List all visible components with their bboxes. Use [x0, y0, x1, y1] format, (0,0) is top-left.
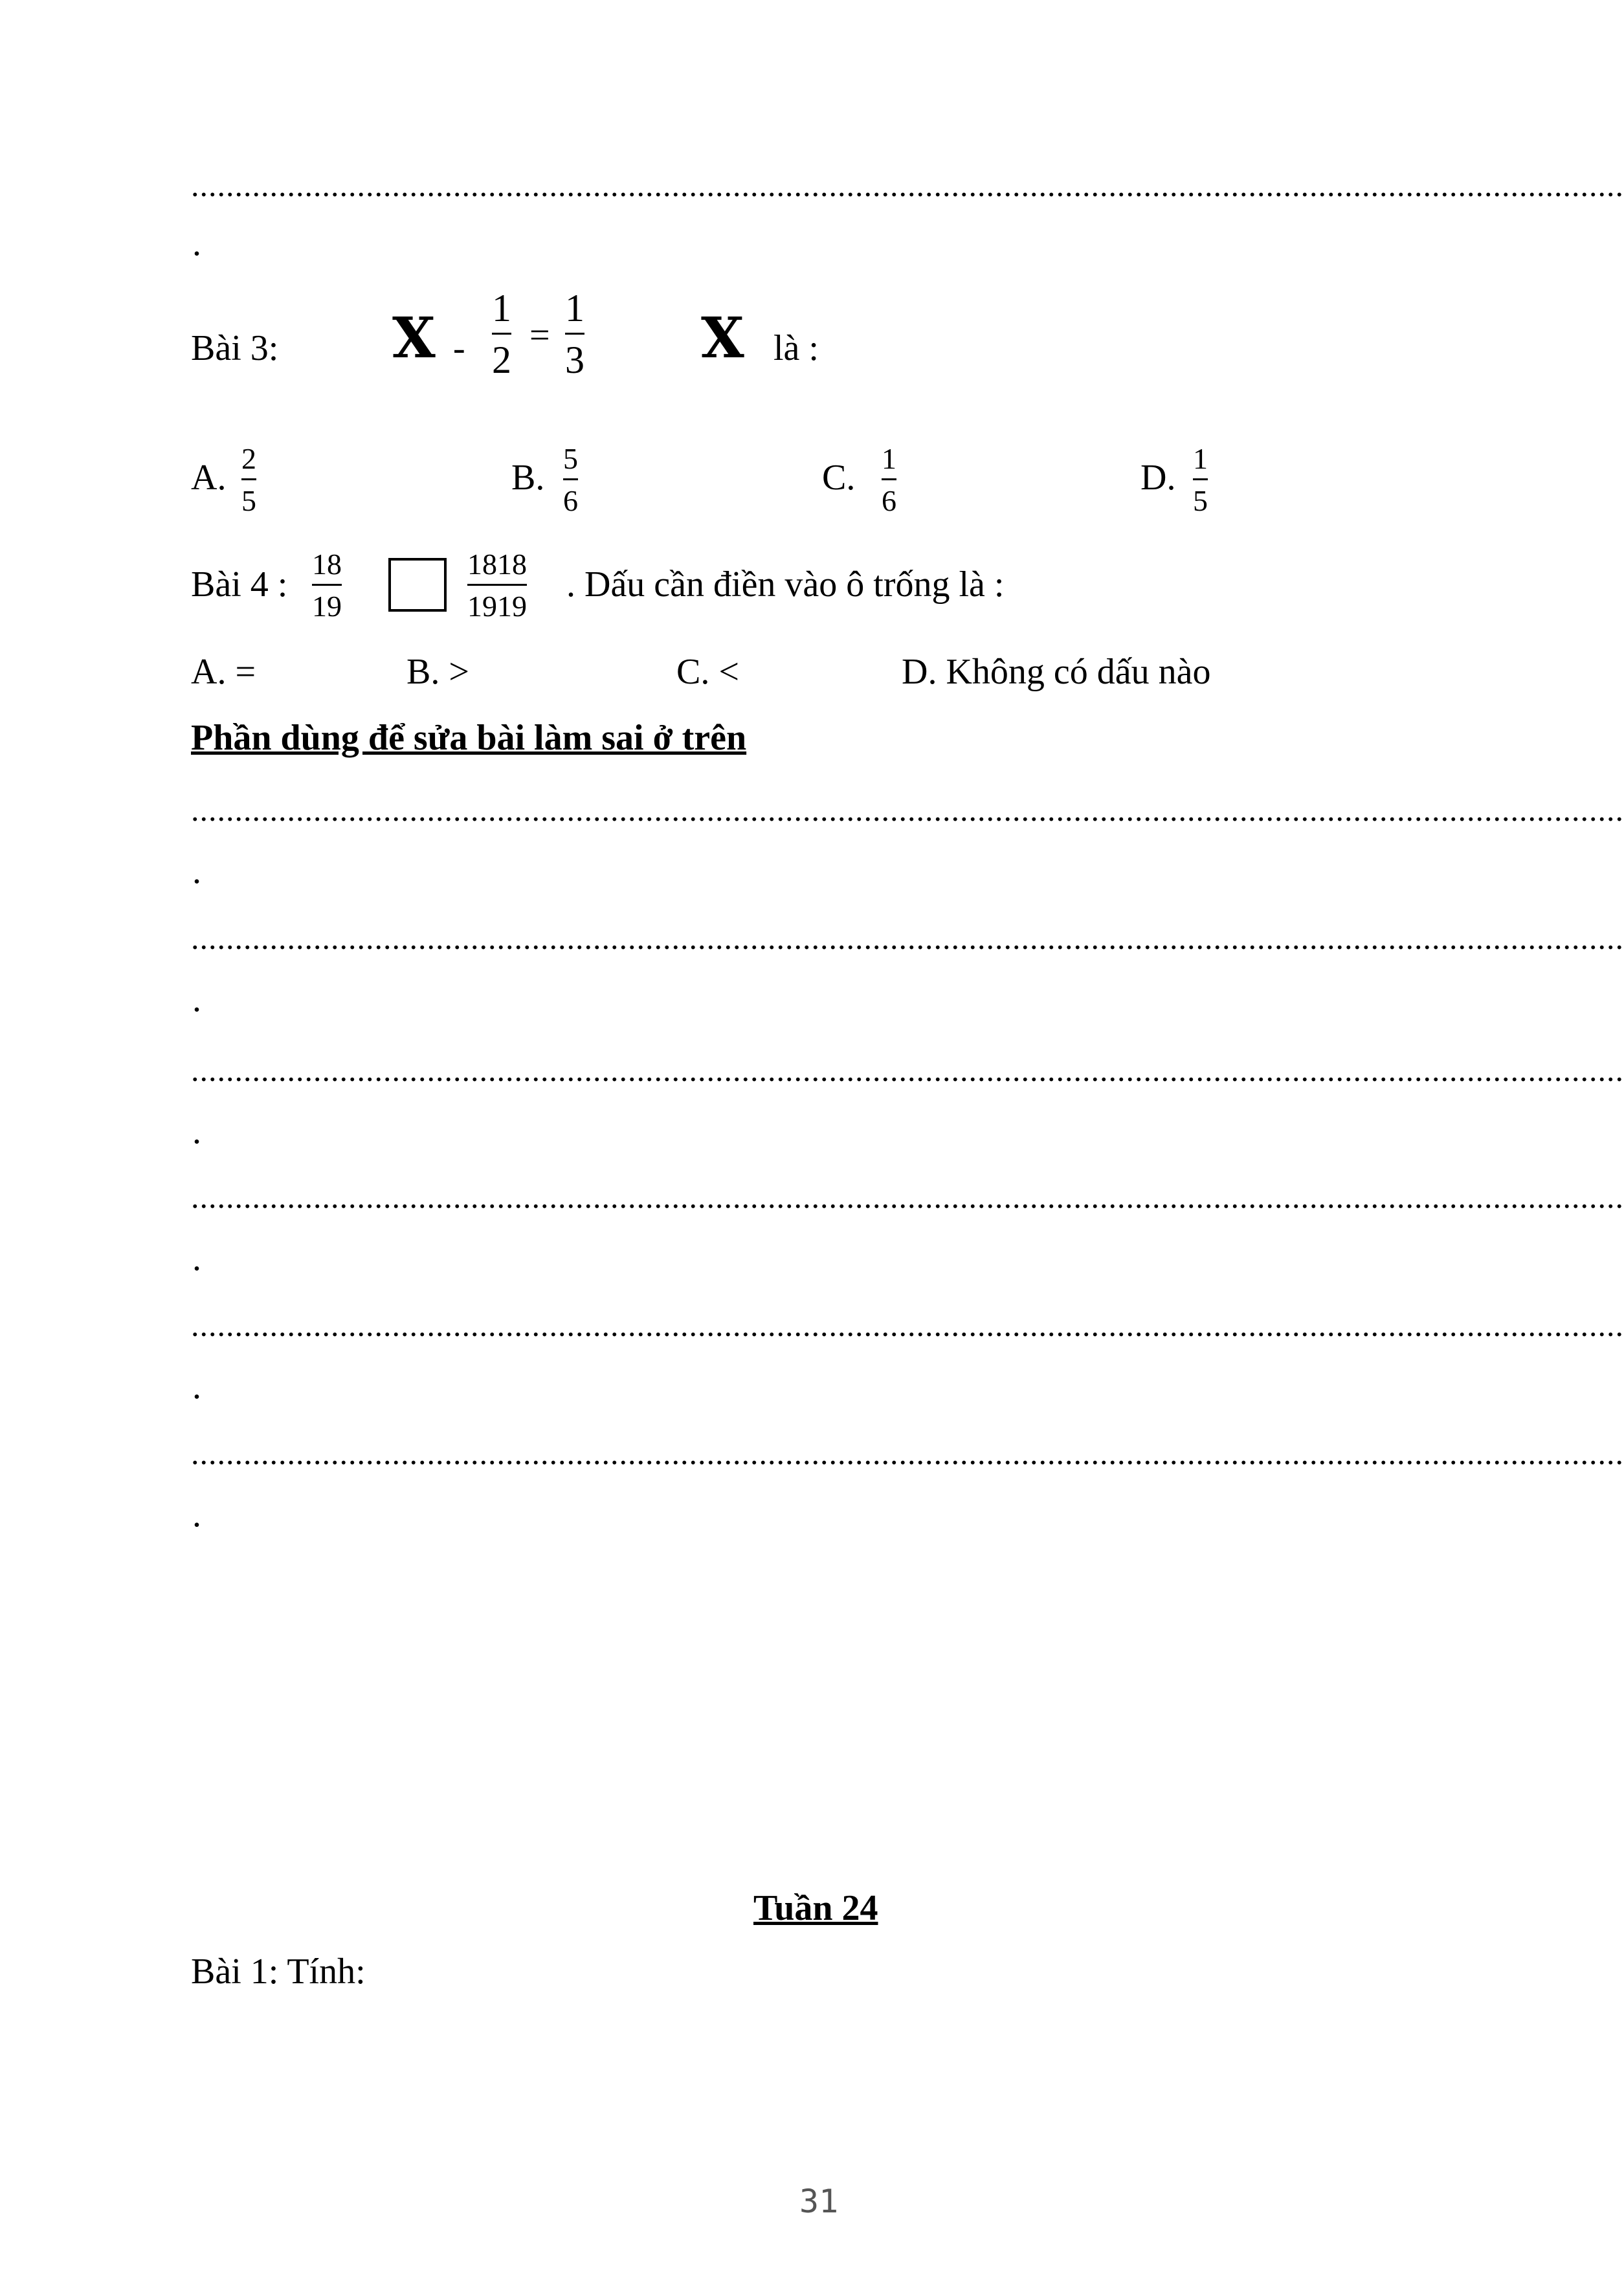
- fill-line: ....................................................................................................................................................................: [191, 1179, 1624, 1215]
- correction-heading: Phần dùng để sửa bài làm sai ở trên: [191, 718, 747, 758]
- option-a[interactable]: A. =: [191, 652, 256, 692]
- denominator: 1919: [467, 590, 527, 623]
- denominator: 19: [312, 590, 342, 623]
- fraction-one-third: [565, 288, 584, 381]
- numerator: 5: [563, 442, 578, 475]
- fraction-bar: [563, 478, 578, 480]
- minus-sign: -: [453, 328, 465, 368]
- fill-period: .: [192, 851, 201, 891]
- numerator: 2: [241, 442, 256, 475]
- denominator: 6: [882, 484, 896, 518]
- week-title: Tuần 24: [753, 1888, 878, 1928]
- fraction-bar: [1193, 478, 1208, 480]
- numerator: 1: [565, 287, 584, 329]
- option-b-fraction: [563, 443, 578, 517]
- numerator: 18: [312, 548, 342, 581]
- fraction-bar: [492, 333, 511, 335]
- option-c-label[interactable]: C.: [822, 458, 856, 498]
- fraction-bar: [882, 478, 896, 480]
- option-b-label[interactable]: B.: [511, 458, 545, 498]
- option-d-fraction: [1193, 443, 1208, 517]
- page-number: 31: [799, 2183, 839, 2220]
- question-3-tail: là :: [773, 328, 819, 368]
- option-a-label[interactable]: A.: [191, 458, 227, 498]
- fill-line: ....................................................................................................................................................................: [191, 920, 1624, 956]
- denominator: 5: [1193, 484, 1208, 518]
- fraction-18-19: [312, 549, 342, 623]
- denominator: 2: [492, 339, 511, 381]
- fraction-bar: [565, 333, 584, 335]
- denominator: 3: [565, 339, 584, 381]
- fill-period: .: [192, 1495, 201, 1535]
- fill-line: ....................................................................................................................................................................: [191, 1435, 1624, 1471]
- fraction-1818-1919: [467, 549, 527, 623]
- fraction-bar: [312, 584, 342, 586]
- fraction-bar: [241, 478, 256, 480]
- fill-period: .: [192, 979, 201, 1019]
- variable-x: X: [701, 306, 744, 371]
- fill-line: ....................................................................................................................................................................: [191, 792, 1624, 828]
- fill-period: .: [192, 1238, 201, 1278]
- option-d-label[interactable]: D.: [1140, 458, 1176, 498]
- fraction-one-half: [492, 288, 511, 381]
- option-c[interactable]: C. <: [676, 652, 739, 692]
- option-d[interactable]: D. Không có dấu nào: [902, 652, 1211, 692]
- question-3-label: Bài 3:: [191, 328, 279, 368]
- answer-blank-box[interactable]: [388, 558, 447, 612]
- option-a-fraction: [241, 443, 256, 517]
- fill-line: ....................................................................................................................................................................: [191, 1307, 1624, 1343]
- fill-period: .: [192, 223, 201, 263]
- denominator: 6: [563, 484, 578, 518]
- denominator: 5: [241, 484, 256, 518]
- numerator: 1: [1193, 442, 1208, 475]
- numerator: 1818: [467, 548, 527, 581]
- question-4-label: Bài 4 :: [191, 564, 288, 605]
- question-4-tail: . Dấu cần điền vào ô trống là :: [566, 564, 1005, 605]
- fraction-bar: [467, 584, 527, 586]
- fill-period: .: [192, 1366, 201, 1407]
- numerator: 1: [492, 287, 511, 329]
- option-c-fraction: [882, 443, 896, 517]
- fill-line: ....................................................................................................................................................................: [191, 1052, 1624, 1088]
- week-24-question-1: Bài 1: Tính:: [191, 1952, 366, 1992]
- numerator: 1: [882, 442, 896, 475]
- fill-period: .: [192, 1111, 201, 1152]
- fill-line: ....................................................................................................................................................................: [191, 167, 1624, 203]
- option-b[interactable]: B. >: [406, 652, 469, 692]
- variable-x: X: [392, 306, 436, 371]
- equals-sign: =: [529, 315, 550, 355]
